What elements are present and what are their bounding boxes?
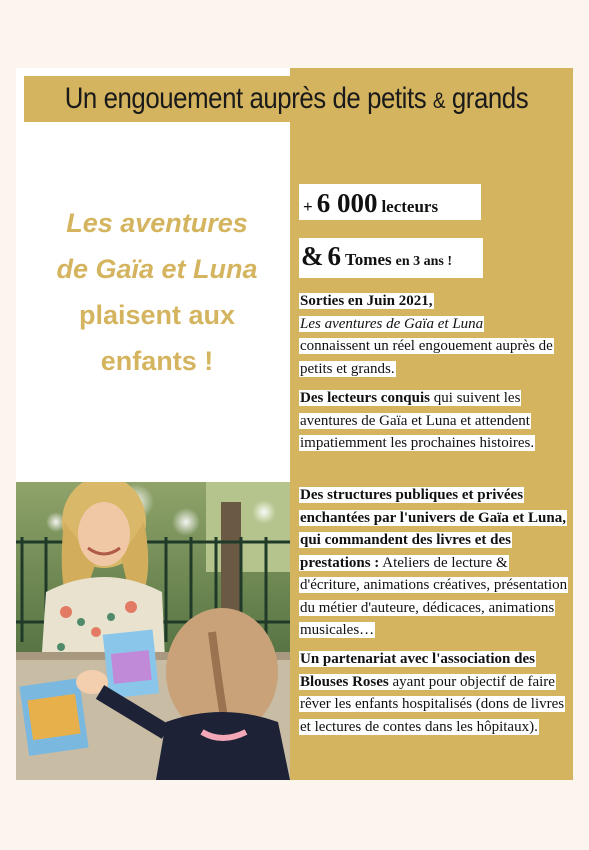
photo-illustration	[16, 482, 290, 780]
p4-bold: Un partenariat avec l'association des Blouses Roses	[300, 651, 535, 690]
p1-text: connaissent un réel engouement auprès de petits et grands.	[300, 338, 553, 377]
headline	[28, 200, 286, 384]
p1-bold: Sorties en Juin 2021,	[300, 293, 433, 309]
readers-number: 6 000	[316, 188, 378, 218]
p2-text: qui suivent les aventures de Gaïa et Luna et attendent impatiemment les prochaines histoires.	[300, 390, 535, 451]
page-title	[65, 82, 528, 116]
p3-bold: Des structures publiques et privées enchantées par l'univers de Gaïa et Luna, qui commandent des livres et des prestations :	[300, 487, 566, 571]
p4-text: ayant pour objectif de faire rêver les enfants hospitalisés (dons de livres et lectures de contes dans les hôpitaux).	[300, 673, 565, 735]
tomes-suffix: en 3 ans !	[395, 254, 453, 269]
paragraph-partnership	[299, 648, 569, 738]
tomes-stat	[299, 238, 483, 278]
paragraph-release	[299, 290, 569, 380]
title-banner	[24, 76, 569, 122]
title-ampersand: &	[432, 88, 446, 113]
readers-prefix: +	[303, 197, 313, 216]
headline-line-4: enfants !	[100, 346, 214, 376]
headline-line-3: plaisent aux	[78, 300, 236, 330]
photo-author-signing	[16, 482, 290, 780]
p2-bold: Des lecteurs conquis	[300, 390, 430, 406]
readers-label: lecteurs	[381, 197, 439, 216]
tomes-number: 6	[327, 241, 341, 271]
title-part-1: Un engouement auprès de petits	[64, 82, 427, 115]
headline-line-1: Les aventures	[66, 208, 248, 238]
paragraph-structures	[299, 484, 569, 642]
headline-line-2: de Gaïa et Luna	[56, 254, 258, 284]
p1-italic: Les aventures de Gaïa et Luna	[300, 315, 484, 332]
title-part-2: grands	[451, 82, 529, 115]
paragraph-readers	[299, 387, 569, 455]
readers-stat	[299, 184, 481, 220]
p3-text: Ateliers de lecture & d'écriture, animations créatives, présentation du métier d'auteure, dédicaces, animations musicales…	[300, 554, 568, 638]
tomes-ampersand: &	[301, 241, 324, 271]
tomes-label: Tomes	[345, 250, 392, 269]
